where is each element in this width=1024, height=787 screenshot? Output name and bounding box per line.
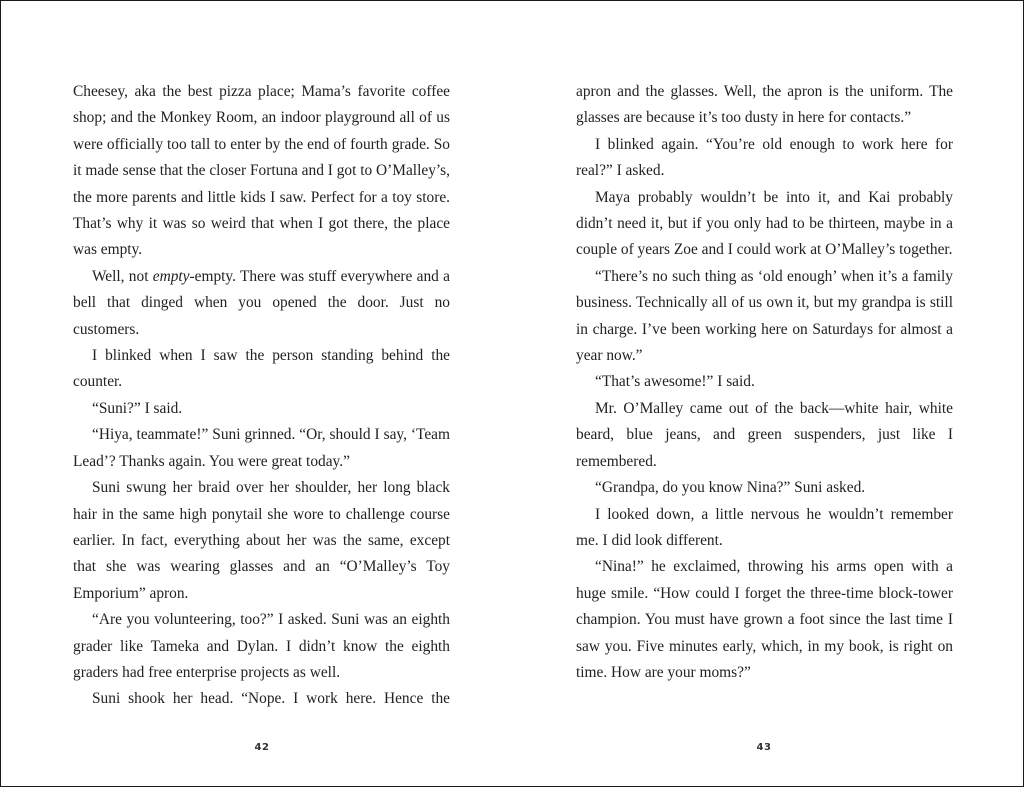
paragraph-text: Well, not — [92, 267, 153, 285]
paragraph: Suni swung her braid over her shoulder, her long black hair in the same high ponytail she wore to challenge course earlier. In fact, everything about her was the same, except that she was wearing glasses and an “O’Malley’s Toy Emporium” apron. — [73, 479, 450, 602]
paragraph: “Suni?” I said. — [92, 399, 183, 417]
paragraph: “That’s awesome!” I said. — [595, 373, 755, 391]
paragraph: “There’s no such thing as ‘old enough’ when it’s a family business. Technically all of us own it, but my grandpa is still in charge. I’ve been working here on Saturdays for almost a year now.” — [576, 267, 953, 365]
paragraph — [73, 264, 450, 343]
right-page — [576, 79, 953, 686]
left-page — [73, 79, 450, 713]
paragraph: I blinked when I saw the person standing behind the counter. — [73, 347, 450, 391]
paragraph: apron and the glasses. Well, the apron is the uniform. The glasses are because it’s too dusty in here for contacts.” — [576, 83, 953, 127]
paragraph-text: -empty. There was stuff everywhere and a bell that dinged when you opened the door. Just no customers. — [73, 267, 450, 338]
paragraph: Cheesey, aka the best pizza place; Mama’s favorite coffee shop; and the Monkey Room, an indoor playground all of us were officially too tall to enter by the end of fourth grade. So it made sense that the closer Fortuna and I got to O’Malley’s, the more parents and little kids I saw. Perfect for a toy store. That’s why it was so weird that when I got there, the place was empty. — [73, 83, 450, 259]
paragraph: “Grandpa, do you know Nina?” Suni asked. — [595, 479, 866, 497]
paragraph: I looked down, a little nervous he wouldn’t remember me. I did look different. — [576, 505, 953, 549]
paragraph: Suni shook her head. “Nope. I work here. Hence the — [92, 690, 450, 708]
page-number-right: 43 — [756, 742, 772, 753]
paragraph: Maya probably wouldn’t be into it, and Kai probably didn’t need it, but if you only had to be thirteen, maybe in a couple of years Zoe and I could work at O’Malley’s together. — [576, 188, 953, 259]
paragraph: “Hiya, teammate!” Suni grinned. “Or, should I say, ‘Team Lead’? Thanks again. You were great today.” — [73, 426, 450, 470]
paragraph: “Nina!” he exclaimed, throwing his arms open with a huge smile. “How could I forget the three-time block-tower champion. You must have grown a foot since the last time I saw you. Five minutes early, which, in my book, is right on time. How are your moms?” — [576, 558, 953, 681]
page-number-left: 42 — [254, 742, 270, 753]
paragraph: “Are you volunteering, too?” I asked. Suni was an eighth grader like Tameka and Dylan. I didn’t know the eighth graders had free enterprise projects as well. — [73, 611, 450, 681]
paragraph: I blinked again. “You’re old enough to work here for real?” I asked. — [576, 135, 953, 180]
paragraph: Mr. O’Malley came out of the back—white hair, white beard, blue jeans, and green suspenders, just like I remembered. — [576, 399, 953, 470]
emphasis-text: empty — [152, 267, 190, 285]
